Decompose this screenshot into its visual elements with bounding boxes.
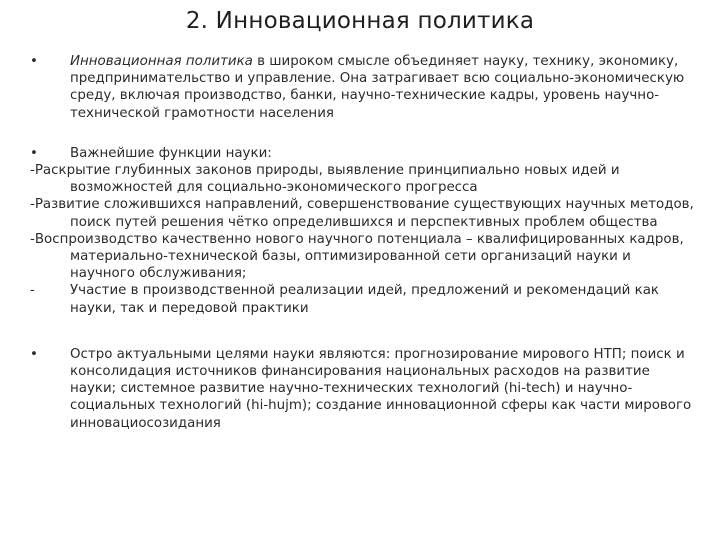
bullet-icon: • bbox=[30, 346, 38, 362]
bullet-paragraph-science-goals bbox=[30, 346, 696, 432]
list-item bbox=[30, 282, 696, 316]
list-item-text: Раскрытие глубинных законов природы, выявление принципиально новых идей и возможностей для социально-экономического прогресса bbox=[34, 163, 620, 196]
bullet-icon: • bbox=[30, 54, 38, 69]
paragraph-text: в широком смысле объединяет науку, технику, экономику, предпринимательство и управление. Она затрагивает всю социально-экономическую среду, включая производство, банки, научно-технические кадры, уровень научно-технической грамотности населения bbox=[70, 54, 685, 121]
slide-body bbox=[30, 53, 696, 432]
slide-title: 2. Инновационная политика bbox=[185, 8, 535, 34]
list-item bbox=[30, 162, 696, 196]
list-item bbox=[30, 196, 696, 230]
paragraph-text: Остро актуальными целями науки являются: прогнозирование мирового НТП; поиск и консолидация источников финансирования национальных расходов на развитие науки; системное развитие научно-технических технологий (hi-tech) и научно-социальных технологий (hi-hujm); создание инновационной сферы как части мирового инновациосозидания bbox=[70, 346, 692, 431]
list-item bbox=[30, 231, 696, 283]
list-item-text: Воспроизводство качественно нового научного потенциала – квалифицированных кадров, материально-технической базы, оптимизированной сети организаций науки и научного обслуживания; bbox=[34, 231, 684, 282]
dash-marker: - bbox=[30, 231, 35, 247]
dash-marker: - bbox=[30, 283, 35, 299]
functions-list bbox=[30, 162, 696, 317]
bullet-icon: • bbox=[30, 145, 38, 161]
dash-marker: - bbox=[30, 197, 35, 213]
dash-marker: - bbox=[30, 163, 35, 179]
list-item-text: Участие в производственной реализации идей, предложений и рекомендаций как науки, так и передовой практики bbox=[70, 283, 659, 316]
list-item-text: Развитие сложившихся направлений, совершенствование существующих научных методов, поиск путей решения чётко определившихся и перспективных проблем общества bbox=[34, 197, 694, 230]
bullet-paragraph-innovation-policy bbox=[30, 53, 696, 122]
bullet-heading-science-functions bbox=[30, 145, 696, 162]
list-heading: Важнейшие функции науки: bbox=[70, 145, 272, 161]
lead-term: Инновационная политика bbox=[70, 54, 253, 69]
